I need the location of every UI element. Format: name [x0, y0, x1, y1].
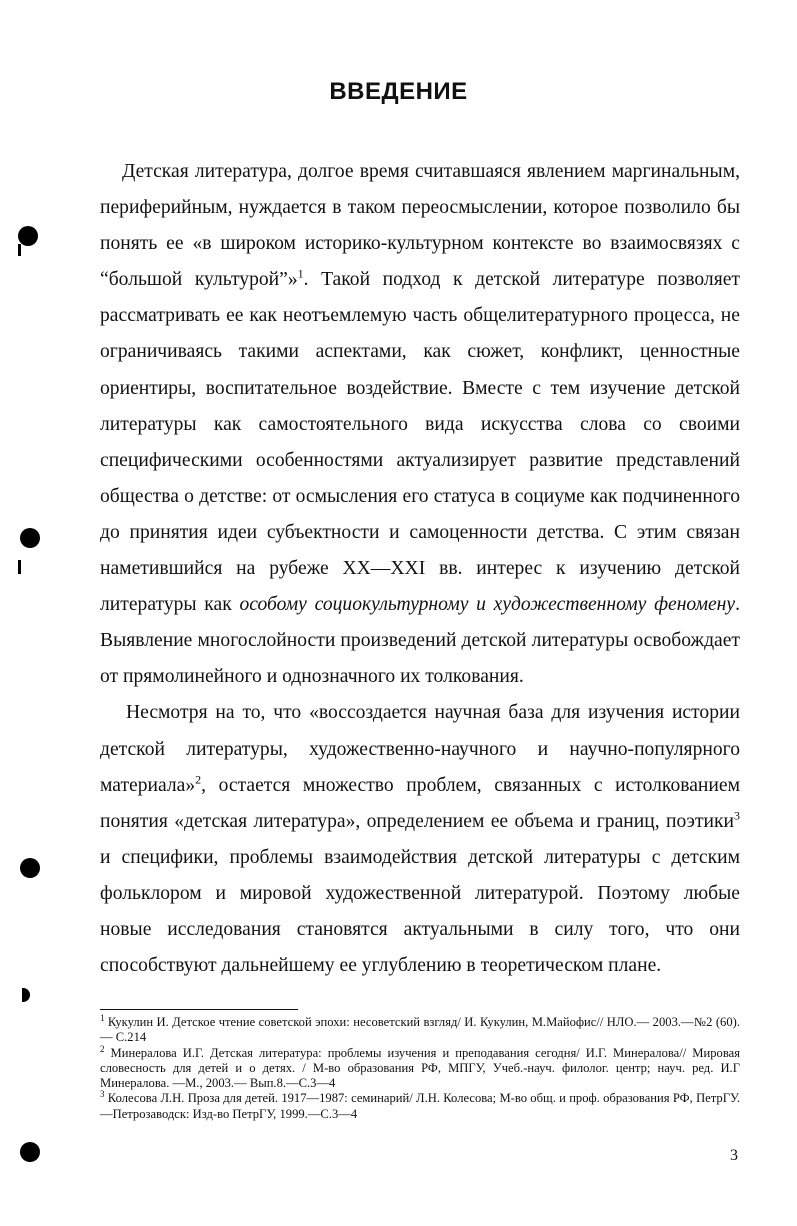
- footnote-text: Колесова Л.Н. Проза для детей. 1917—1987: семинарий/ Л.Н. Колесова; М-во общ. и проф. образования РФ, ПетрГУ.—Петрозаводск: Изд-во ПетрГУ, 1999.—С.3—4: [100, 1091, 740, 1121]
- text-span: Детская литература, долгое время считавшаяся явлением маргинальным, периферийным, нуждается в таком переосмыслении, которое позволило бы понять ее «в широком историко-культурном контексте во взаимосвязях с “большой культурой”»: [100, 161, 740, 291]
- footnote-text: Кукулин И. Детское чтение советской эпохи: несоветский взгляд/ И. Кукулин, М.Майофис// НЛО.— 2003.—№2 (60).— С.214: [100, 1015, 740, 1045]
- binder-edge-mark: [18, 244, 21, 256]
- paragraph: [100, 154, 740, 695]
- footnote-ref: 2: [195, 772, 202, 787]
- binder-hole-mark: [18, 226, 38, 246]
- binder-hole-mark: [20, 528, 40, 548]
- footnotes: [100, 1012, 740, 1122]
- footnote-number: 2: [100, 1043, 105, 1054]
- text-span: . Такой подход к детской литературе позволяет рассматривать ее как неотъемлемую часть общелитературного процесса, не ограничиваясь такими аспектами, как сюжет, конфликт, ценностные ориентиры, воспитательное воздействие. Вместе с тем изучение детской литературы как самостоятельного вида искусства слова со своими специфическими особенностями актуализирует развитие представлений общества о детстве: от осмысления его статуса в социуме как подчиненного до принятия идеи субъектности и самоценности детства. С этим связан наметившийся на рубеже XX—XXI вв. интерес к изучению детской литературы как: [100, 269, 740, 616]
- binder-edge-mark: [18, 560, 21, 574]
- page-number: 3: [730, 1147, 738, 1164]
- footnote-number: 1: [100, 1012, 105, 1023]
- text-span: и специфики, проблемы взаимодействия детской литературы с детским фольклором и мировой художественной литературой. Поэтому любые новые исследования становятся актуальными в силу того, что они способствуют дальнейшему ее углублению в теоретическом плане.: [100, 846, 740, 977]
- footnote-ref: 3: [734, 808, 740, 823]
- text-span: , остается множество проблем, связанных с истолкованием понятия «детская литература», определением ее объема и границ, поэтики: [100, 774, 740, 832]
- footnote: [100, 1091, 740, 1122]
- main-text: [100, 154, 740, 984]
- binder-hole-mark: [20, 858, 40, 878]
- footnote-divider: [100, 1009, 298, 1010]
- footnote-number: 3: [100, 1089, 105, 1100]
- paragraph: [100, 695, 740, 984]
- text-span: Несмотря на то, что «воссоздается научная база для изучения истории детской литературы, художественно-научного и научно-популярного материала»: [100, 702, 740, 796]
- footnote: [100, 1043, 740, 1092]
- binder-edge-mark: [22, 988, 30, 1002]
- emphasis-text: особому социокультурному и художественному феномену: [239, 594, 736, 616]
- binder-hole-mark: [20, 1142, 40, 1162]
- footnote-ref: 1: [297, 266, 304, 281]
- footnote-text: Минералова И.Г. Детская литература: проблемы изучения и преподавания сегодня/ И.Г. Минералова// Мировая словесность для детей и о детях. / М-во образования РФ, МПГУ, Учеб.-науч. филолог. центр; науч. ред. И.Г Минералова. —М., 2003.— Вып.8.—С.3—4: [100, 1045, 740, 1091]
- text-span: . Выявление многослойности произведений детской литературы освобождает от прямолинейного и однозначного их толкования.: [100, 594, 740, 688]
- page-title: ВВЕДЕНИЕ: [329, 78, 468, 105]
- footnote: [100, 1012, 740, 1046]
